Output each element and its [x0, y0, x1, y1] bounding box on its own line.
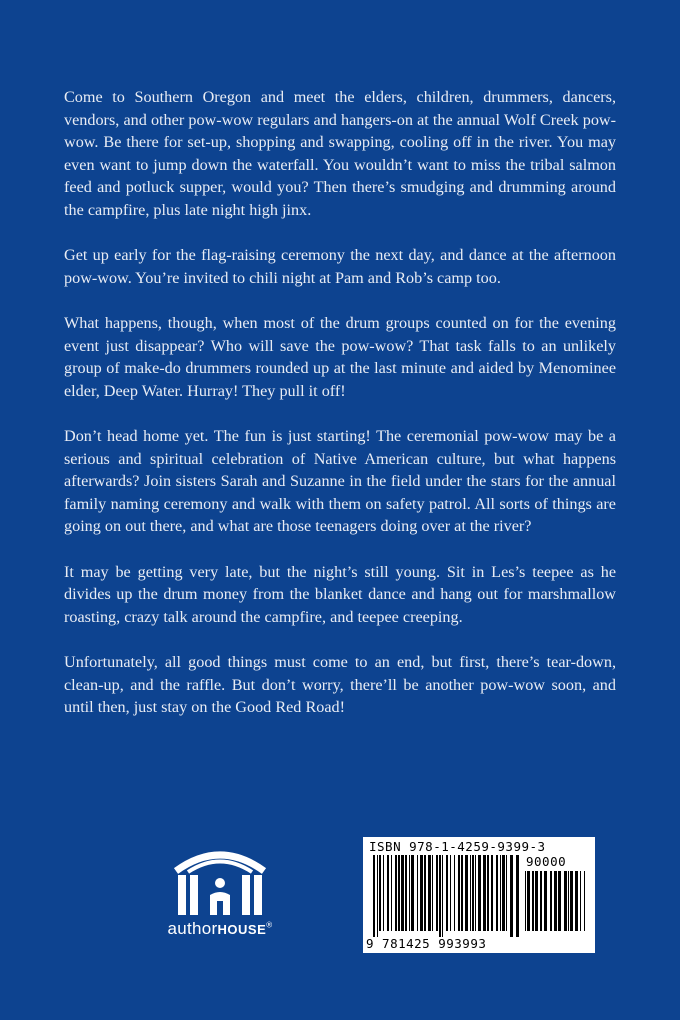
price-addon-barcode-bars [525, 871, 587, 937]
barcode-bar [568, 871, 569, 931]
barcode-bar [387, 855, 389, 931]
ean-digits: 9 781425 993993 [366, 936, 487, 951]
publisher-name [140, 919, 300, 939]
barcode-bar [570, 871, 573, 931]
barcode-bar [383, 855, 384, 931]
barcode-bar [584, 871, 585, 931]
barcode-bar [432, 855, 433, 931]
barcode-bar [535, 871, 538, 931]
barcode-bar [475, 855, 476, 931]
barcode-bar [491, 855, 493, 931]
barcode-bar [454, 855, 455, 931]
barcode-bar [417, 855, 418, 931]
barcode-bar [554, 871, 557, 931]
isbn-number: ISBN 978-1-4259-9399-3 [369, 839, 546, 854]
publisher-logo [140, 845, 300, 945]
price-code: 90000 [526, 854, 567, 869]
barcode-bar [428, 855, 431, 931]
barcode-bar [540, 871, 542, 931]
publisher-name-part2: HOUSE [217, 922, 267, 937]
barcode-bar [510, 855, 513, 937]
barcode-bar [379, 855, 381, 931]
barcode-bar [465, 855, 468, 931]
house-with-person-logo-icon [170, 845, 270, 917]
barcode-bar [391, 855, 392, 931]
ean13-barcode-bars [373, 855, 523, 937]
barcode-bar [424, 855, 426, 931]
barcode-bar [496, 855, 498, 931]
barcode-bar [483, 855, 486, 931]
barcode-bar [516, 855, 519, 937]
blurb-paragraph-4: Don’t head home yet. The fun is just starting! The ceremonial pow-wow may be a serious and spiritual celebration of Native American culture, but what happens afterwards? Join sisters Sarah and Suzanne in the field under the stars for the annual family naming ceremony and walk with them on safety patrol. All sorts of things are going on out there, and what are those teenagers doing over at the river? [64, 427, 616, 535]
barcode-bar [487, 855, 489, 931]
blurb-paragraph-1: Come to Southern Oregon and meet the elders, children, drummers, dancers, vendors, and other pow-wow regulars and hangers-on at the annual Wolf Creek pow-wow. Be there for set-up, shopping and swapping, cooling off in the river. You may even want to jump down the waterfall. You wouldn’t want to miss the tribal salmon feed and potluck supper, would you? Then there’s smudging and drumming around the campfire, plus late night high jinx. [64, 88, 616, 219]
blurb-paragraph-6: Unfortunately, all good things must come to an end, but first, there’s tear-down, clean-up, and the raffle. But don’t worry, there’ll be another pow-wow soon, and until then, just stay on the Good Red Road! [64, 653, 616, 716]
barcode-bar [439, 855, 441, 937]
barcode-bar [525, 871, 526, 931]
barcode-bar [446, 855, 448, 931]
barcode-bar [532, 871, 534, 931]
barcode-bar [373, 855, 375, 937]
blurb-paragraph-2: Get up early for the flag-raising ceremony the next day, and dance at the afternoon pow-wow. You’re invited to chili night at Pam and Rob’s camp too. [64, 246, 616, 287]
back-cover-blurb [64, 86, 616, 742]
barcode-bar [580, 871, 581, 931]
barcode-bar [550, 871, 552, 931]
barcode-bar [575, 871, 578, 931]
blurb-paragraph-5: It may be getting very late, but the night’s still young. Sit in Les’s teepee as he divides up the drum money from the blanket dance and hang out for marshmallow roasting, crazy talk around the campfire, and teepee creeping. [64, 562, 616, 626]
barcode-bar [377, 855, 378, 937]
barcode-bar [409, 855, 410, 931]
barcode-bar [395, 855, 397, 931]
barcode-bar [470, 855, 471, 931]
barcode-bar [442, 855, 443, 937]
barcode-bar [411, 855, 414, 931]
barcode-bar [398, 855, 400, 931]
barcode-bar [506, 855, 507, 931]
barcode-bar [401, 855, 404, 931]
barcode-bar [478, 855, 481, 931]
barcode-bar [564, 871, 567, 931]
barcode-bar [500, 855, 501, 931]
barcode-bar [436, 855, 438, 931]
trademark-symbol: ® [266, 920, 273, 930]
barcode-bar [502, 855, 505, 931]
barcode-bar [458, 855, 460, 931]
barcode-bar [527, 871, 530, 931]
barcode-bar [461, 855, 463, 931]
blurb-paragraph-3: What happens, though, when most of the drum groups counted on for the evening event just disappear? Who will save the pow-wow? That task falls to an unlikely group of make-do drummers rounded up at the last minute and aided by Menominee elder, Deep Water. Hurray! They pull it off! [64, 314, 616, 400]
barcode-bar [558, 871, 561, 931]
barcode-bar [420, 855, 423, 931]
isbn-barcode [363, 837, 595, 953]
barcode-bar [472, 855, 474, 931]
barcode-bar [405, 855, 407, 931]
publisher-name-part1: author [167, 919, 218, 938]
barcode-bar [450, 855, 451, 931]
barcode-bar [544, 871, 547, 931]
